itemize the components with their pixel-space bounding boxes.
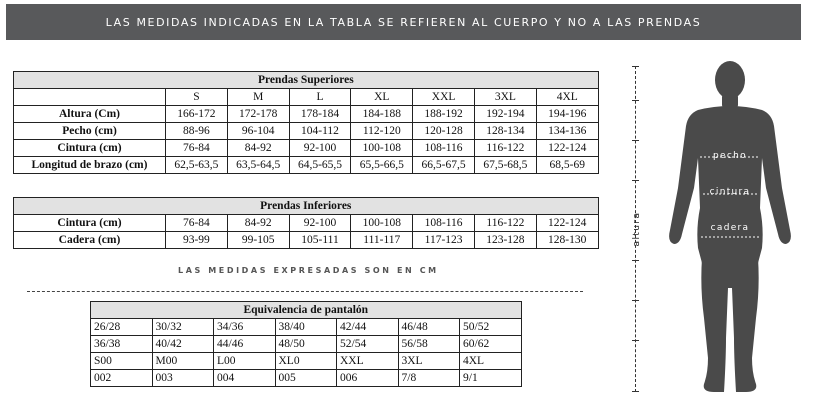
table-cell: 92-100: [289, 140, 351, 157]
table-row: [91, 319, 522, 336]
chest-label: pecho: [713, 151, 747, 161]
table-cell: 111-117: [351, 232, 413, 249]
table-cell: 172-178: [227, 106, 289, 123]
ruler-tick: [632, 100, 639, 101]
table-cell: 76-84: [166, 215, 228, 232]
table-cell: 116-122: [474, 140, 536, 157]
table-row: [91, 353, 522, 370]
table-cell: 100-108: [351, 140, 413, 157]
table-cell: 105-111: [289, 232, 351, 249]
table-row: [91, 336, 522, 353]
table-cell: 84-92: [227, 140, 289, 157]
row-label: Cintura (cm): [14, 215, 166, 232]
row-label: Cintura (cm): [14, 140, 166, 157]
size-cell: 4XL: [536, 89, 598, 106]
table-cell: 123-128: [474, 232, 536, 249]
table-cell: 4XL: [460, 353, 522, 370]
ruler-bottom-tick: [632, 391, 639, 392]
dashed-divider: [27, 291, 583, 292]
table-cell: 38/40: [275, 319, 337, 336]
table-cell: 184-188: [351, 106, 413, 123]
table-cell: 134-136: [536, 123, 598, 140]
table-cell: 65,5-66,5: [351, 157, 413, 174]
lower-table-title: Prendas Inferiores: [14, 198, 599, 215]
table-cell: 34/36: [214, 319, 276, 336]
table-cell: 9/1: [460, 370, 522, 387]
table-cell: 178-184: [289, 106, 351, 123]
table-cell: 96-104: [227, 123, 289, 140]
table-row: [14, 157, 599, 174]
table-cell: 26/28: [91, 319, 153, 336]
table-cell: 52/54: [337, 336, 399, 353]
table-cell: 62,5-63,5: [166, 157, 228, 174]
table-cell: 112-120: [351, 123, 413, 140]
table-cell: 117-123: [413, 232, 475, 249]
table-cell: 188-192: [413, 106, 475, 123]
empty-corner-cell: [14, 89, 166, 106]
table-cell: 100-108: [351, 215, 413, 232]
table-cell: 108-116: [413, 215, 475, 232]
size-cell: L: [289, 89, 351, 106]
table-cell: 3XL: [398, 353, 460, 370]
ruler-tick: [632, 140, 639, 141]
table-cell: 92-100: [289, 215, 351, 232]
size-cell: M: [227, 89, 289, 106]
table-cell: M00: [152, 353, 214, 370]
table-cell: 104-112: [289, 123, 351, 140]
table-row: [14, 106, 599, 123]
table-cell: 46/48: [398, 319, 460, 336]
size-header-row: [14, 89, 599, 106]
table-cell: 003: [152, 370, 214, 387]
table-cell: 63,5-64,5: [227, 157, 289, 174]
table-cell: 166-172: [166, 106, 228, 123]
table-cell: L00: [214, 353, 276, 370]
table-cell: 93-99: [166, 232, 228, 249]
table-cell: 64,5-65,5: [289, 157, 351, 174]
table-row: [14, 140, 599, 157]
row-label: Longitud de brazo (cm): [14, 157, 166, 174]
table-cell: 44/46: [214, 336, 276, 353]
table-cell: 30/32: [152, 319, 214, 336]
table-cell: 99-105: [227, 232, 289, 249]
table-cell: 194-196: [536, 106, 598, 123]
table-cell: XL0: [275, 353, 337, 370]
table-cell: 004: [214, 370, 276, 387]
row-label: Cadera (cm): [14, 232, 166, 249]
table-cell: 48/50: [275, 336, 337, 353]
hip-label: cadera: [710, 223, 750, 233]
table-cell: 128-134: [474, 123, 536, 140]
table-cell: 40/42: [152, 336, 214, 353]
table-cell: 42/44: [337, 319, 399, 336]
table-cell: 005: [275, 370, 337, 387]
table-row: [91, 370, 522, 387]
table-cell: 68,5-69: [536, 157, 598, 174]
row-label: Altura (Cm): [14, 106, 166, 123]
table-cell: 67,5-68,5: [474, 157, 536, 174]
table-row: [14, 215, 599, 232]
table-cell: 66,5-67,5: [413, 157, 475, 174]
table-cell: 120-128: [413, 123, 475, 140]
table-cell: 122-124: [536, 140, 598, 157]
table-cell: 60/62: [460, 336, 522, 353]
ruler-tick: [632, 300, 639, 301]
table-cell: 002: [91, 370, 153, 387]
table-row: [14, 123, 599, 140]
table-cell: 006: [337, 370, 399, 387]
table-cell: S00: [91, 353, 153, 370]
table-cell: 50/52: [460, 319, 522, 336]
ruler-top-tick: [632, 66, 639, 67]
upper-garments-table: [13, 71, 599, 174]
waist-label: cintura: [709, 187, 751, 197]
table-cell: 84-92: [227, 215, 289, 232]
upper-table-title: Prendas Superiores: [14, 72, 599, 89]
table-cell: 88-96: [166, 123, 228, 140]
table-cell: 116-122: [474, 215, 536, 232]
table-cell: 56/58: [398, 336, 460, 353]
header-banner: [6, 4, 801, 40]
ruler-tick: [632, 340, 639, 341]
table-cell: 128-130: [536, 232, 598, 249]
height-label: altura: [632, 211, 642, 247]
size-cell: S: [166, 89, 228, 106]
size-cell: 3XL: [474, 89, 536, 106]
units-note: LAS MEDIDAS EXPRESADAS SON EN CM: [178, 266, 439, 275]
lower-garments-table: [13, 197, 599, 249]
table-cell: 122-124: [536, 215, 598, 232]
table-cell: 7/8: [398, 370, 460, 387]
ruler-tick: [632, 180, 639, 181]
table-cell: 36/38: [91, 336, 153, 353]
size-cell: XXL: [413, 89, 475, 106]
trouser-equivalence-table: [90, 301, 522, 387]
table-cell: 76-84: [166, 140, 228, 157]
table-cell: 192-194: [474, 106, 536, 123]
row-label: Pecho (cm): [14, 123, 166, 140]
ruler-tick: [632, 260, 639, 261]
table-cell: 108-116: [413, 140, 475, 157]
table-row: [14, 232, 599, 249]
size-cell: XL: [351, 89, 413, 106]
table-cell: XXL: [337, 353, 399, 370]
equivalence-table-title: Equivalencia de pantalón: [91, 302, 522, 319]
banner-text: LAS MEDIDAS INDICADAS EN LA TABLA SE REFIEREN AL CUERPO Y NO A LAS PRENDAS: [105, 15, 702, 29]
